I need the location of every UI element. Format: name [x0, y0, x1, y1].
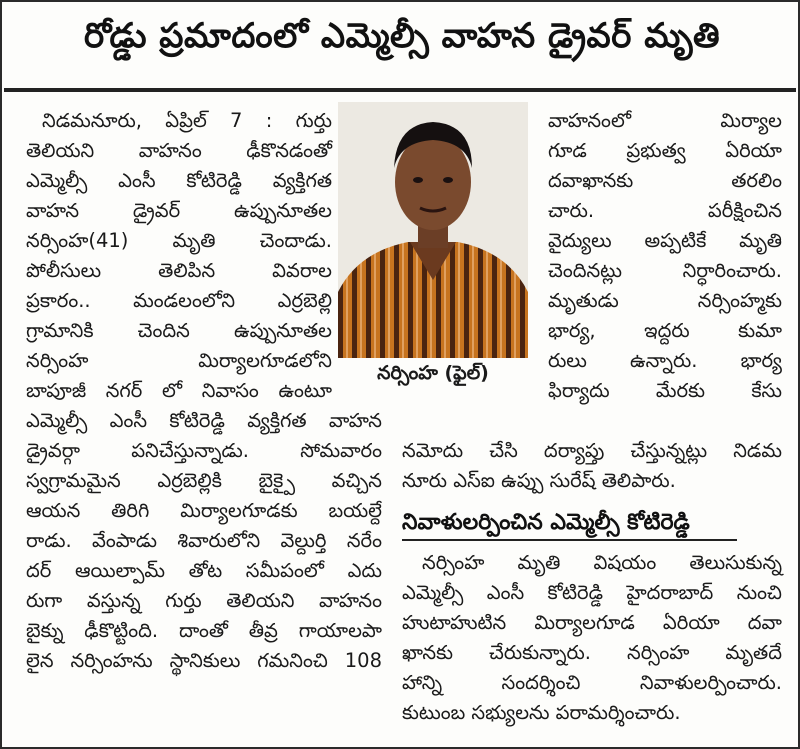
body-line: నిడమనూరు, ఏప్రిల్ 7 : గుర్తు [42, 109, 332, 132]
body-line: హుటాహుటిన మిర్యాలగూడ ఏరియా దవా [402, 611, 782, 634]
body-line: హాన్ని సందర్శించి నివాళులర్పించారు. [402, 671, 782, 694]
body-line: గ్రామానికి చెందిన ఉప్పునూతల [26, 319, 332, 342]
body-line: ఎమ్మెల్సీ ఎంసీ కోటిరెడ్డి వ్యక్తిగత [26, 169, 332, 192]
portrait-illustration [338, 102, 528, 358]
body-line: స్వగ్రామమైన ఎర్రబెల్లికి బైక్పై వచ్చిన [26, 469, 382, 492]
body-line: రుగా వస్తున్న గుర్తు తెలియని వాహనం [26, 589, 382, 612]
body-line: రులు ఉన్నారు. భార్య [548, 349, 782, 372]
body-line: దవాఖానకు తరలిం [548, 169, 782, 192]
body-line: నర్సింహ మిర్యాలగూడలోని [26, 349, 332, 372]
body-line: దర్ ఆయిల్పామ్ తోట సమీపంలో ఎదు [26, 559, 382, 582]
body-line: ఫిర్యాదు మేరకు కేసు [548, 379, 782, 402]
body-line: వాహన డ్రైవర్ ఉప్పునూతల [26, 199, 332, 222]
body-line: చారు. పరీక్షించిన [548, 199, 782, 222]
body-line: తెలియని వాహనం ఢీకొనడంతో [26, 139, 332, 162]
photo-caption: నర్సింహ (ఫైల్) [377, 362, 489, 384]
subheading: నివాళులర్పించిన ఎమ్మెల్సీ కోటిరెడ్డి [402, 510, 690, 535]
body-line: పోలీసులు తెలిపిన వివరాల [26, 259, 332, 282]
body-line: నమోదు చేసి దర్యాప్తు చేస్తున్నట్లు నిడమ [402, 439, 782, 462]
body-line: డ్రైవర్గా పనిచేస్తున్నాడు. సోమవారం [26, 439, 382, 462]
body-line: గూడ ప్రభుత్వ ఏరియా [548, 139, 782, 162]
body-line: నర్సింహ(41) మృతి చెందాడు. [26, 229, 332, 252]
body-line: నూరు ఎస్ఐ ఉప్పు సురేష్ తెలిపారు. [402, 469, 676, 492]
body-line: ఎమ్మెల్సీ ఎంసీ కోటిరెడ్డి వ్యక్తిగత వాహన [26, 409, 382, 432]
body-line: బైక్ను ఢీకొట్టింది. దాంతో తీవ్ర గాయాలపా [26, 619, 382, 642]
body-line: వైద్యులు అప్పటికే మృతి [548, 229, 782, 252]
body-line: కుటుంబ సభ్యులను పరామర్శించారు. [402, 701, 681, 724]
body-line: ప్రకారం.. మండలంలోని ఎర్రబెల్లి [26, 289, 332, 312]
body-line: మృతుడు నర్సింహ్మకు [548, 289, 782, 312]
subheading-rule [402, 539, 737, 541]
body-line: వాహనంలో మిర్యాల [548, 109, 782, 132]
body-line: నర్సింహ మృతి విషయం తెలుసుకున్న [422, 551, 782, 574]
body-line: ఆయన తిరిగి మిర్యాలగూడకు బయల్దే [26, 499, 382, 522]
headline: రోడ్డు ప్రమాదంలో ఎమ్మెల్సీ వాహన డ్రైవర్ మృతి [83, 16, 721, 56]
body-line: ఎమ్మెల్సీ ఎంసీ కోటిరెడ్డి హైదరాబాద్ నుంచి [402, 581, 782, 604]
body-line: భార్య, ఇద్దరు కుమా [548, 319, 782, 342]
body-line: రాడు. వేంపాడు శివారులోని వెల్దుర్తి నరేం [26, 529, 382, 552]
body-line: లైన నర్సింహను స్థానికులు గమనించి 108 [26, 649, 382, 672]
body-line: చెందినట్లు నిర్ధారించారు. [548, 259, 782, 282]
body-line: బాపూజీ నగర్ లో నివాసం ఉంటూ [26, 379, 332, 402]
headline-rule [4, 88, 796, 92]
portrait-photo [338, 102, 528, 358]
body-line: ఖానకు చేరుకున్నారు. నర్సింహ మృతదే [402, 641, 782, 664]
